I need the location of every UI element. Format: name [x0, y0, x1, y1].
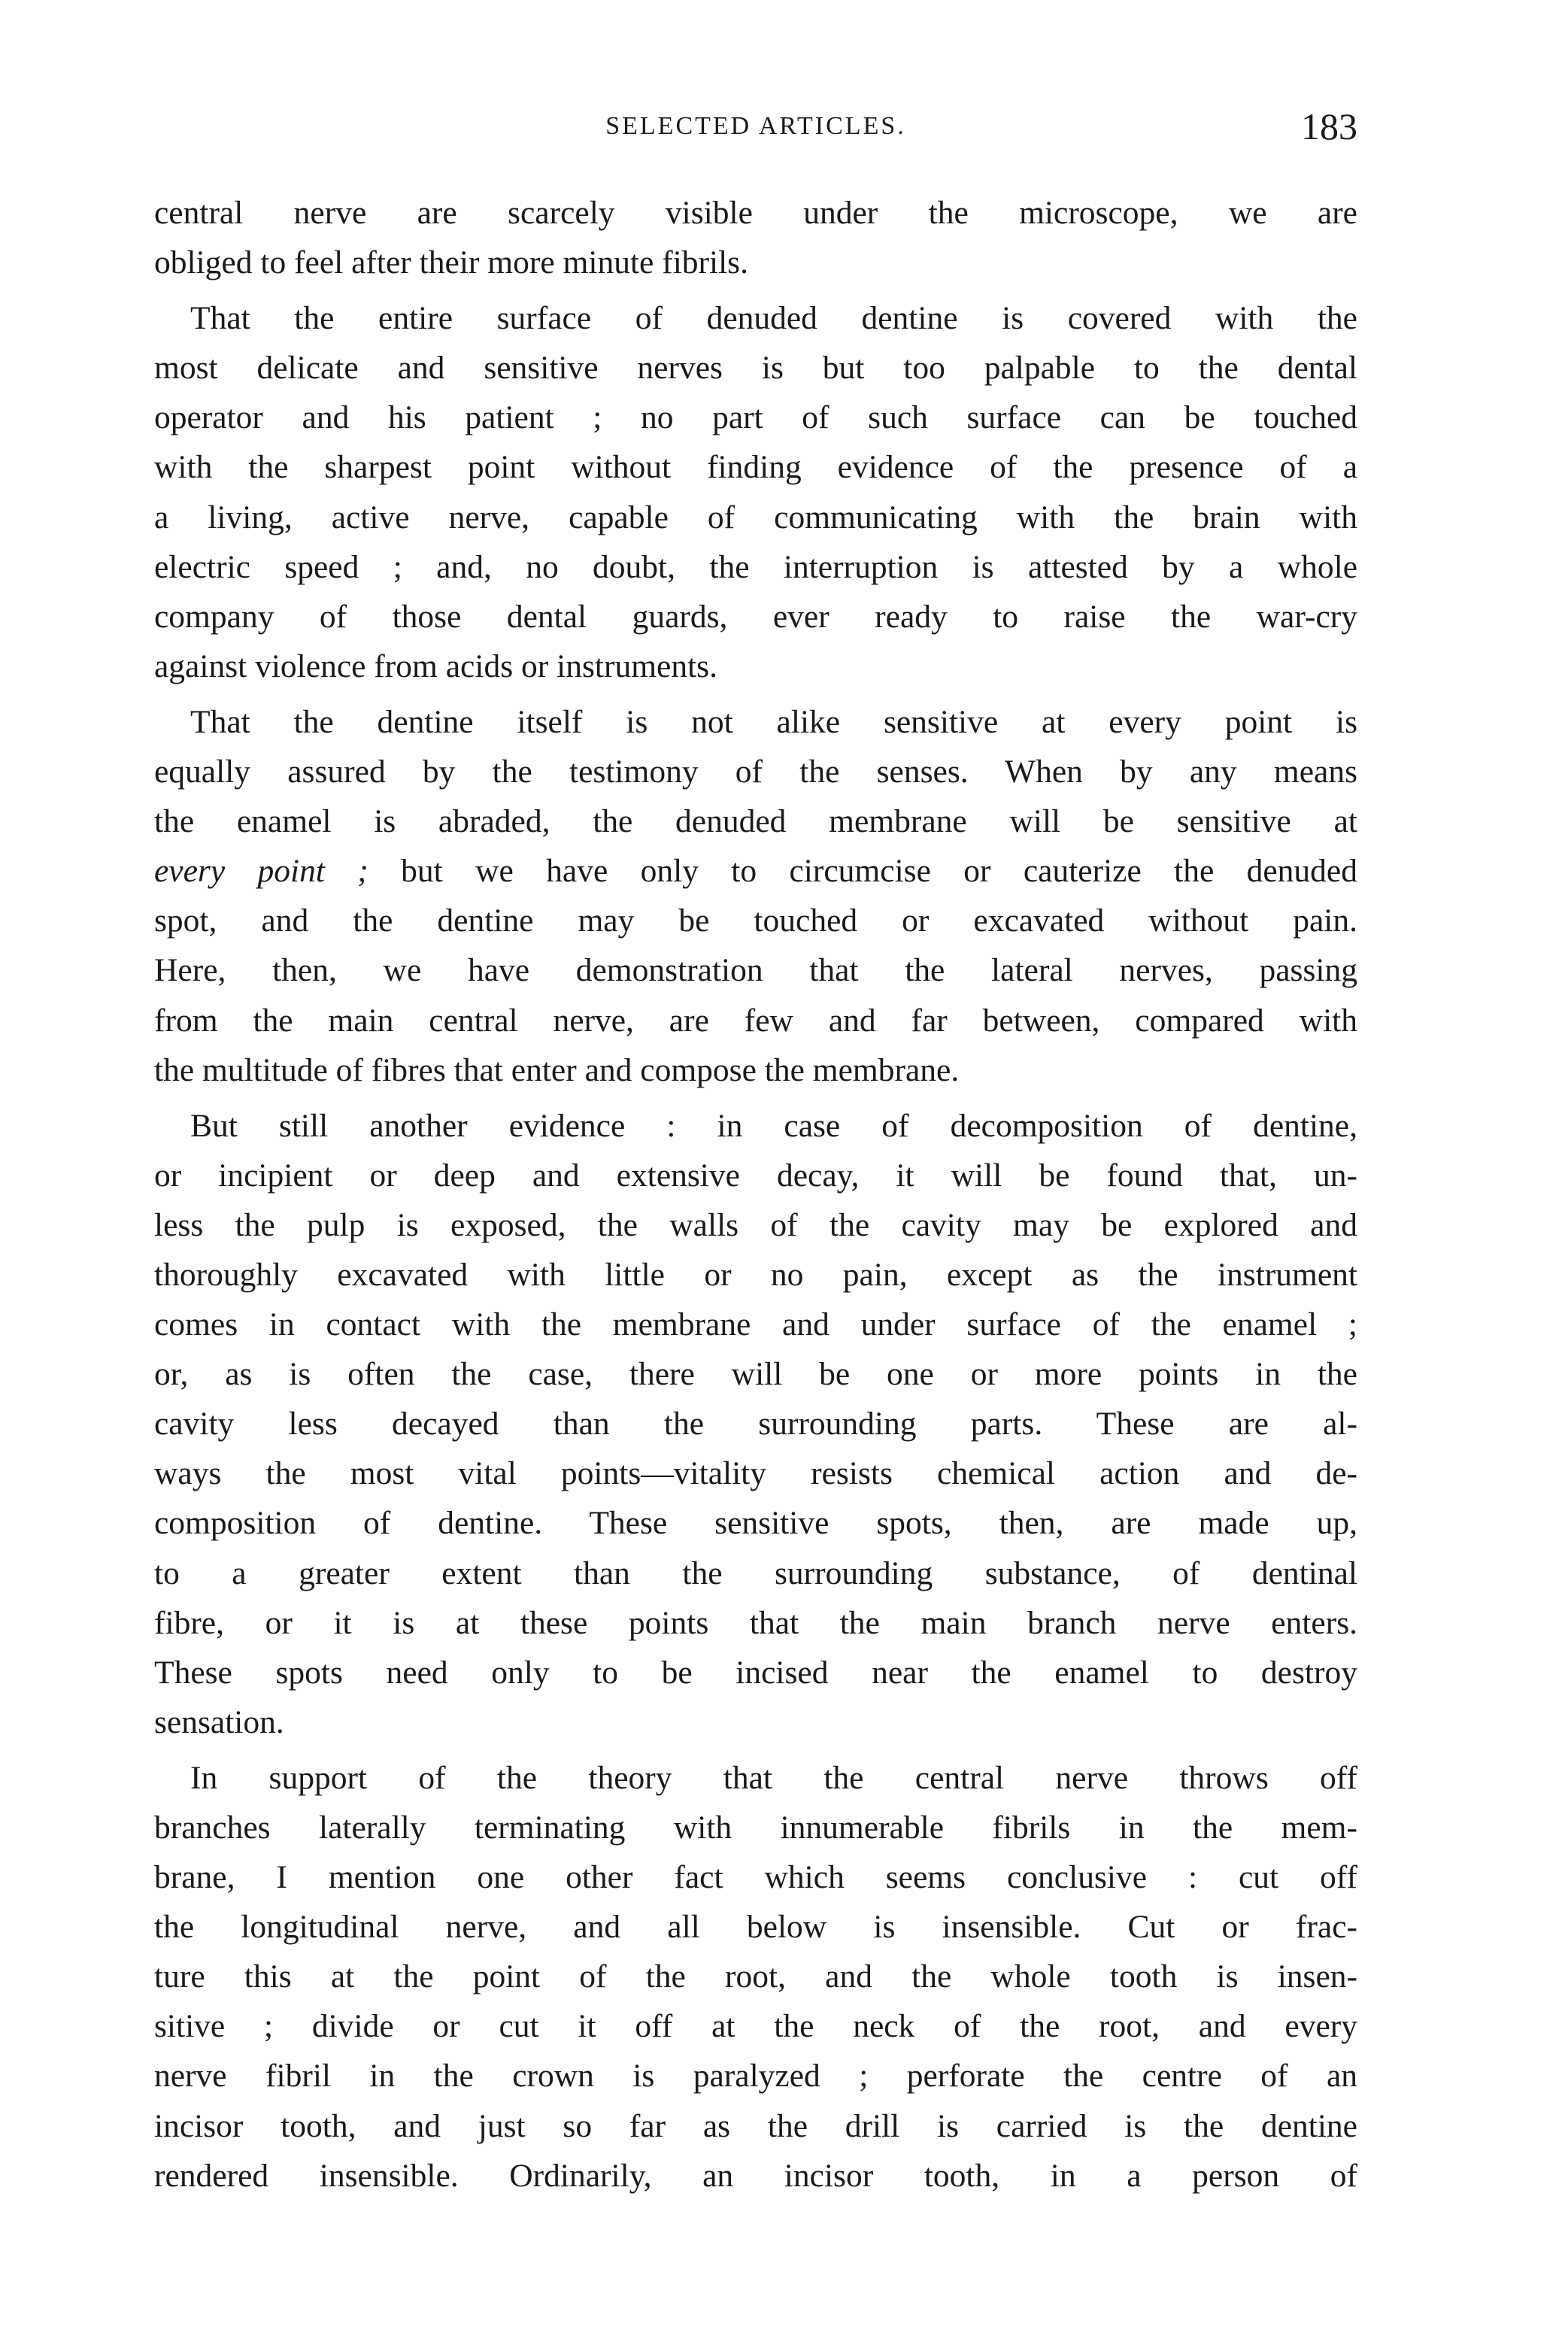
text-line: But still another evidence : in case of decomposition of dentine, [190, 1107, 1357, 1144]
text-line: That the entire surface of denuded dentine is covered with the [190, 300, 1357, 337]
text-line: ways the most vital points—vitality resists chemical action and de- [154, 1455, 1357, 1492]
text-line: operator and his patient ; no part of such surface can be touched [154, 399, 1357, 436]
text-line: composition of dentine. These sensitive spots, then, are made up, [154, 1505, 1357, 1542]
text-line: central nerve are scarcely visible under the microscope, we are [154, 195, 1357, 231]
text-line: incisor tooth, and just so far as the drill is carried is the dentine [154, 2107, 1357, 2144]
text-line: ture this at the point of the root, and the whole tooth is insen- [154, 1958, 1357, 1995]
paragraph [154, 697, 1357, 1095]
text-line: brane, I mention one other fact which seems conclusive : cut off [154, 1859, 1357, 1896]
text-line: the enamel is abraded, the denuded membrane will be sensitive at [154, 803, 1357, 840]
text-line: most delicate and sensitive nerves is but too palpable to the dental [154, 350, 1357, 387]
text-line: every point ; but we have only to circumcise or cauterize the denuded [154, 853, 1357, 890]
text-line: nerve fibril in the crown is paralyzed ; perforate the centre of an [154, 2058, 1357, 2095]
text-line: branches laterally terminating with innumerable fibrils in the mem- [154, 1810, 1357, 1846]
paragraph [154, 188, 1357, 287]
text-line: electric speed ; and, no doubt, the interruption is attested by a whole [154, 548, 1357, 585]
text-line: a living, active nerve, capable of communicating with the brain with [154, 499, 1357, 535]
text-line: from the main central nerve, are few and far between, compared with [154, 1002, 1357, 1039]
text-line: comes in contact with the membrane and under surface of the enamel ; [154, 1306, 1357, 1343]
text-line: rendered insensible. Ordinarily, an incisor tooth, in a person of [154, 2157, 1357, 2194]
page-number: 183 [1301, 105, 1357, 147]
text-line: cavity less decayed than the surrounding parts. These are al- [154, 1406, 1357, 1442]
text-line: These spots need only to be incised near the enamel to destroy [154, 1654, 1357, 1691]
text-line: less the pulp is exposed, the walls of the cavity may be explored and [154, 1206, 1357, 1243]
text-line: equally assured by the testimony of the senses. When by any means [154, 754, 1357, 790]
text-line: company of those dental guards, ever ready to raise the war-cry [154, 598, 1357, 635]
body-text [154, 188, 1357, 2207]
paragraph [154, 293, 1357, 691]
running-head [154, 104, 1357, 149]
text-line: or, as is often the case, there will be one or more points in the [154, 1356, 1357, 1393]
text-line: thoroughly excavated with little or no pain, except as the instrument [154, 1256, 1357, 1293]
text-line: against violence from acids or instruments. [154, 648, 717, 684]
text-line: In support of the theory that the central nerve throws off [190, 1759, 1357, 1796]
text-line: to a greater extent than the surrounding substance, of dentinal [154, 1555, 1357, 1591]
text-line: the multitude of fibres that enter and compose the membrane. [154, 1051, 960, 1088]
text-line: the longitudinal nerve, and all below is insensible. Cut or frac- [154, 1909, 1357, 1946]
text-line: Here, then, we have demonstration that the lateral nerves, passing [154, 952, 1357, 989]
text-line: obliged to feel after their more minute fibrils. [154, 244, 748, 281]
paragraph [154, 1753, 1357, 2201]
text-line: sensation. [154, 1703, 284, 1740]
paragraph [154, 1101, 1357, 1747]
text-line: or incipient or deep and extensive decay, it will be found that, un- [154, 1157, 1357, 1194]
text-line: fibre, or it is at these points that the main branch nerve enters. [154, 1604, 1357, 1641]
text-line: spot, and the dentine may be touched or excavated without pain. [154, 902, 1357, 939]
text-line: That the dentine itself is not alike sensitive at every point is [190, 703, 1357, 740]
text-line: sitive ; divide or cut it off at the neck of the root, and every [154, 2008, 1357, 2045]
text-line: with the sharpest point without finding evidence of the presence of a [154, 449, 1357, 486]
running-title: SELECTED ARTICLES. [605, 112, 906, 140]
